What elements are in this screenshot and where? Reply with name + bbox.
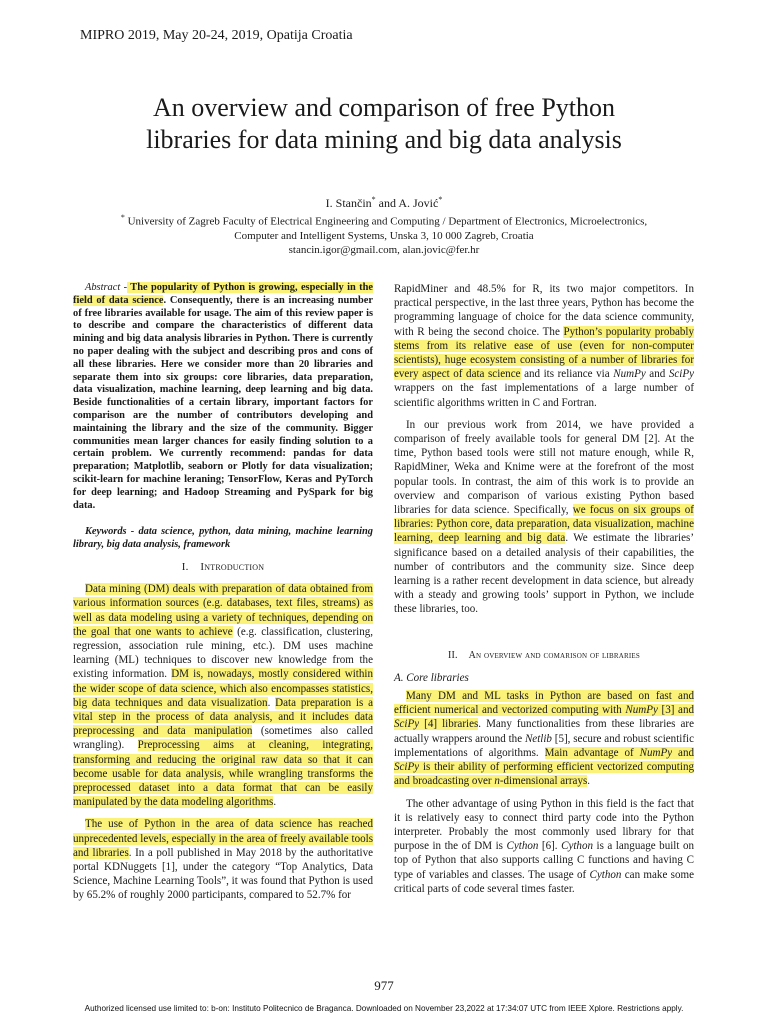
cython-term: Cython [589, 868, 622, 881]
text: and its reliance via [520, 368, 614, 381]
abstract [73, 282, 373, 512]
highlight: is their ability of performing efficient vectorized computing and broadcasting over [394, 761, 694, 788]
highlight: and [672, 746, 694, 759]
section-heading-overview [394, 649, 694, 663]
text: [6]. [538, 840, 562, 853]
affiliation [60, 211, 708, 257]
intro-paragraph-1 [73, 582, 373, 809]
keywords-label: Keywords - [85, 526, 135, 538]
cython-term: Cython [561, 840, 593, 853]
affiliation-line-2: Computer and Intelligent Systems, Unska 3, 10 000 Zagreb, Croatia [234, 229, 534, 242]
text: . [267, 696, 276, 709]
highlight: Data mining (DM) deals with preparation of data obtained from various information sources (e.g. databases, text files, streams) as well as data modeling using a variety of techniques, depending on the goal that one wants to achieve [73, 583, 373, 638]
section-title: Introduction [200, 560, 265, 573]
author-list [0, 195, 768, 211]
author-1: I. Stančin [325, 196, 372, 210]
text: RapidMiner and 48.5% for R, its two major competitors. In practical perspective, in the last three years, Python has become the programming language of choice for the data science community, with R being the second choice. The [394, 283, 694, 338]
abstract-text: . Consequently, there is an increasing number of free libraries available for usage. The aim of this review paper is to describe and compare the characteristics of different data mining and big data analysis libraries in Python. There is currently no paper dealing with the subject and describing pros and cons of all these libraries. Here we consider more than 20 libraries and separate them into six groups: core libraries, data preparation, data visualization, machine learning, deep learning and big data. Beside functionalities of a certain library, important factors for comparison are the number of contributors developing and maintaining the library and the size of the community. Bigger communities mean larger chances for easily finding solution to a certain problem. We currently recommend: pandas for data preparation; Matplotlib, seaborn or Plotly for data visualization; scikit-learn for machine leraning; TensorFlow, Keras and PyTorch for deep learning; and Hadoop Streaming and PySpark for big data. [73, 294, 373, 511]
netlib-term: Netlib [524, 732, 552, 745]
author-emails: stancin.igor@gmail.com, alan.jovic@fer.hr [288, 243, 480, 256]
right-paragraph-1 [394, 282, 694, 410]
text: (e.g. classification, clustering, regression, association rule mining, etc.). DM uses machine learning (ML) techniques to discover new knowledge from the existing information. [73, 625, 374, 681]
numpy-term: NumPy [639, 746, 673, 759]
n-term: n [494, 775, 500, 788]
scipy-term: SciPy [394, 761, 420, 774]
scipy-term: SciPy [668, 368, 694, 381]
highlight: Main advantage of [544, 746, 640, 759]
affiliation-star: * [120, 213, 125, 222]
highlight: The use of Python in the area of data science has reached unprecedented levels, especially in the area of freely available tools and libraries [73, 818, 373, 859]
conference-header: MIPRO 2019, May 20-24, 2019, Opatija Croatia [80, 28, 353, 43]
abstract-label: Abstract - [85, 282, 128, 293]
text: is a language built on top of Python that also supports calling C functions and having C type of variables and classes. The usage of [394, 840, 694, 881]
highlight: [4] libraries [419, 718, 479, 731]
core-paragraph-1 [394, 689, 694, 788]
highlight: -dimensional arrays [499, 775, 588, 788]
section-number: I. [181, 560, 189, 573]
core-paragraph-2 [394, 797, 694, 896]
numpy-term: NumPy [625, 704, 658, 717]
text: . We estimate the libraries’ significance based on a detailed analysis of their capabilities, the number of contributors and the community size. Since deep learning is a rather recent development in data science, but already with a steady and growing tools’ support in Python, we include these libraries, too. [394, 532, 694, 616]
scipy-term: SciPy [394, 718, 420, 731]
highlight: Many DM and ML tasks in Python are based on fast and efficient numerical and vectorized computing with [394, 690, 694, 717]
right-paragraph-2 [394, 418, 694, 617]
highlight: Python’s popularity probably stems from its relative ease of use (even for non-computer scientists), huge ecosystem consisting of a number of libraries for every aspect of data science [394, 325, 694, 381]
author-2: and A. Jović [375, 196, 439, 210]
left-column [73, 282, 373, 911]
right-column [394, 282, 694, 904]
intro-paragraph-2 [73, 817, 373, 902]
text: . [273, 796, 277, 809]
numpy-term: NumPy [613, 368, 646, 381]
keywords-text: data science, python, data mining, machine learning library, big data analysis, framework [73, 526, 373, 551]
section-heading-introduction [73, 560, 373, 574]
section-title: An overview and comarison of libraries [468, 649, 640, 661]
section-number: II. [447, 649, 458, 661]
paper-title [40, 92, 728, 156]
subsection-heading-core: A. Core libraries [394, 671, 469, 684]
text: can make some critical parts of code several times faster. [394, 868, 694, 895]
cython-term: Cython [506, 840, 539, 853]
abstract-highlight: The popularity of Python is growing, especially in the field of data science [73, 282, 373, 306]
highlight: Preprocessing aims at cleaning, integrating, transforming and reducing the original raw data so that it can become usable for data analysis, while wrangling transforms the preprocessed dataset into a data format that can be easily manipulated by the data modeling algorithms [73, 739, 373, 809]
text: . Many functionalities from these libraries are actually wrappers around the [394, 718, 694, 745]
title-line-2: libraries for data mining and big data analysis [146, 125, 622, 154]
keywords [73, 526, 373, 552]
text: (sometimes also called wrangling). [73, 725, 373, 752]
text: . In a poll published in May 2018 by the authoritative portal KDNuggets [1], under the category “Top Analytics, Data Science, Machine Learning Tools”, it was found that Python is used by 65.2% of roughly 2000 participants, compared to 52.7% for [73, 846, 374, 902]
text: . [587, 775, 591, 788]
affiliation-line-1: University of Zagreb Faculty of Electrical Engineering and Computing / Department of Electronics, Microelectronics, [124, 215, 648, 228]
highlight: we focus on six groups of libraries: Python core, data preparation, data visualization, machine learning, deep learning and big data [394, 504, 694, 545]
author-star: * [371, 195, 376, 204]
title-line-1: An overview and comparison of free Python [152, 93, 616, 122]
text: In our previous work from 2014, we have provided a comparison of freely available tools for general DM [2]. At the time, Python based tools were still not mature enough, while R, RapidMiner, Weka and Knime were at the forefront of the most popular tools. In contrast, the aim of this work is to provide an overview and comparison of various existing Python based libraries for data science. Specifically, [394, 418, 694, 517]
author-star-2: * [438, 195, 443, 204]
license-footer: Authorized licensed use limited to: b-on: Instituto Politecnico de Braganca. Downloaded on November 23,2022 at 17:34:07 UTC from IEEE Xplore. Restrictions apply. [84, 1004, 684, 1013]
text: The other advantage of using Python in this field is the fact that it is relatively easy to connect third party code into the Python interpreter. Probably the most commonly used library for that purpose in the of DM is [394, 797, 694, 853]
text: wrappers on the fast implementations of a large number of scientific algorithms written in C and Fortran. [394, 382, 694, 409]
text: and [645, 368, 669, 381]
highlight: DM is, nowadays, mostly considered within the wider scope of data science, which also encompasses statistics, big data techniques and data visualization [73, 668, 373, 709]
text: [5], secure and robust scientific implementations of algorithms. [394, 732, 694, 759]
highlight: [3] and [657, 704, 694, 717]
page-number: 977 [374, 978, 394, 993]
highlight: Data preparation is a vital step in the process of data analysis, and it includes data preprocessing and data manipulation [73, 696, 373, 738]
